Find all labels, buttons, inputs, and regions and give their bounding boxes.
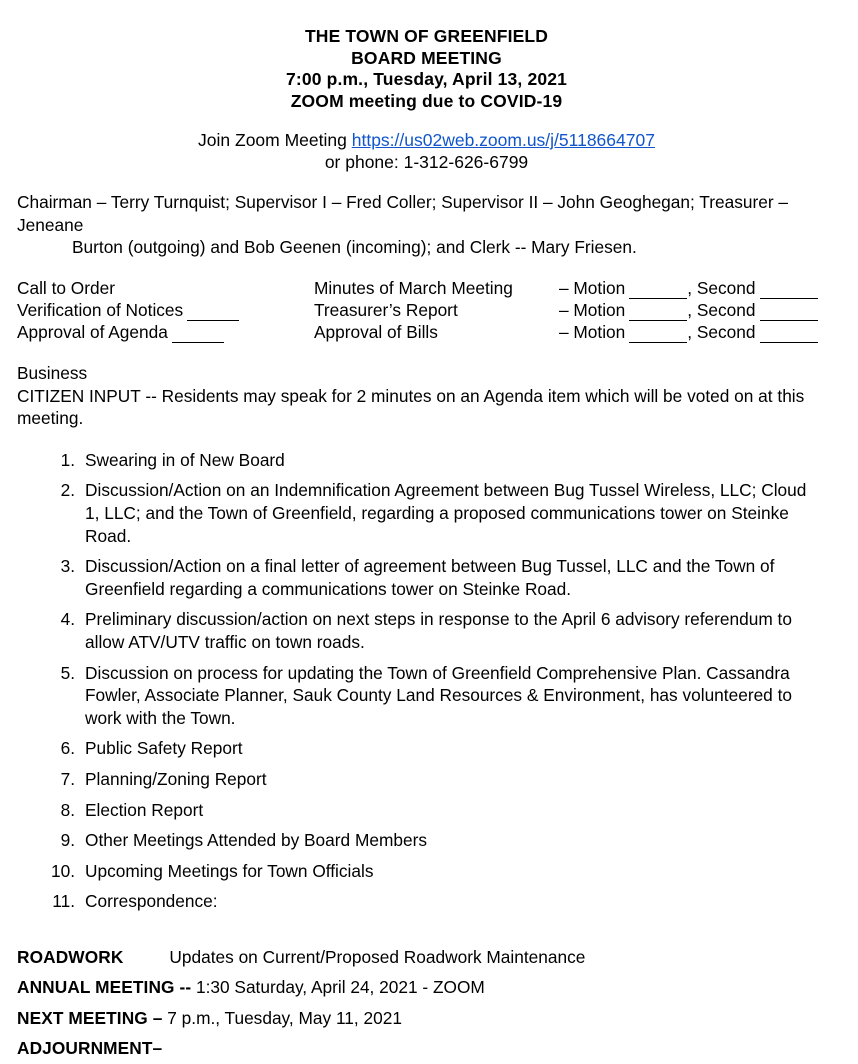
adjournment-label: ADJOURNMENT– (17, 1038, 163, 1059)
agenda-left-approval-of-agenda (17, 321, 314, 343)
agenda-mid-approval-of-bills (314, 321, 559, 343)
list-item-number: 6. (60, 738, 75, 759)
officials-line-2: Burton (outgoing) and Bob Geenen (incoming); and Clerk -- Mary Friesen. (72, 237, 637, 257)
agenda-mid-minutes (314, 277, 559, 299)
agenda-left-label: Approval of Agenda (17, 322, 168, 343)
list-item-text: Planning/Zoning Report (85, 769, 267, 790)
list-item-text: Correspondence: (85, 891, 218, 912)
annual-meeting-label: ANNUAL MEETING -- (17, 977, 192, 998)
agenda-grid-row (17, 277, 836, 299)
second-label: , Second (687, 299, 756, 320)
second-blank-field[interactable] (760, 326, 818, 343)
list-item-number: 2. (60, 480, 75, 501)
list-item-number: 7. (60, 769, 75, 790)
footer-row-roadwork (17, 942, 836, 973)
header-line-covid-note: ZOOM meeting due to COVID-19 (290, 90, 563, 111)
list-item-text: Election Report (85, 799, 204, 820)
list-item-number: 5. (60, 662, 75, 683)
list-item (17, 737, 836, 760)
agenda-procedural-grid (17, 277, 836, 344)
footer-row-annual-meeting (17, 972, 836, 1003)
agenda-mid-label: Minutes of March Meeting (314, 277, 513, 298)
business-heading: Business (17, 363, 88, 384)
list-item-number: 4. (60, 609, 75, 630)
list-item-text: Other Meetings Attended by Board Members (85, 830, 427, 851)
list-item-text: Discussion on process for updating the Town of Greenfield Comprehensive Plan. Cassandra Fowler, Associate Planner, Sauk County Land Resources & Environment, has volunteered to work with the Town. (85, 662, 793, 728)
second-blank-field[interactable] (760, 281, 818, 298)
second-label: , Second (687, 277, 756, 298)
list-item-number: 10. (50, 860, 75, 881)
join-phone-line: or phone: 1-312-626-6799 (324, 152, 529, 172)
list-item-text: Preliminary discussion/action on next steps in response to the April 6 advisory referendum to allow ATV/UTV traffic on town roads. (85, 609, 792, 653)
list-item (17, 449, 836, 472)
motion-blank-field[interactable] (629, 304, 687, 321)
agenda-motion-cell (559, 299, 836, 321)
join-meeting-line (17, 129, 836, 151)
list-item-number: 8. (60, 799, 75, 820)
verification-blank-field[interactable] (187, 304, 239, 321)
agenda-items-list (17, 449, 836, 913)
document-footer (17, 942, 836, 1064)
next-meeting-label: NEXT MEETING – (17, 1007, 163, 1028)
citizen-input-paragraph: CITIZEN INPUT -- Residents may speak for 2 minutes on an Agenda item which will be voted on at this meeting. (17, 385, 805, 429)
header-line-datetime: 7:00 p.m., Tuesday, April 13, 2021 (285, 69, 567, 89)
list-item (17, 829, 836, 852)
motion-label: – Motion (559, 299, 626, 320)
approval-agenda-blank-field[interactable] (172, 326, 224, 343)
join-meeting-block (17, 129, 836, 173)
list-item-text: Upcoming Meetings for Town Officials (85, 860, 374, 881)
list-item-text: Discussion/Action on a final letter of agreement between Bug Tussel, LLC and the Town of Greenfield regarding a communications tower on Steinke Road. (85, 556, 775, 599)
agenda-mid-treasurers-report (314, 299, 559, 321)
list-item-number: 9. (60, 830, 75, 851)
header-line-town: THE TOWN OF GREENFIELD (304, 26, 549, 46)
zoom-meeting-link[interactable]: https://us02web.zoom.us/j/5118664707 (351, 130, 655, 150)
list-item (17, 662, 836, 730)
agenda-motion-cell (559, 321, 836, 343)
second-blank-field[interactable] (760, 304, 818, 321)
footer-row-next-meeting (17, 1003, 836, 1034)
list-item (17, 608, 836, 653)
agenda-mid-label: Treasurer’s Report (314, 299, 458, 320)
list-item-number: 3. (60, 556, 75, 577)
agenda-left-verification-of-notices (17, 299, 314, 321)
roadwork-label: ROADWORK (17, 946, 124, 967)
officials-line-1: Chairman – Terry Turnquist; Supervisor I – Fred Coller; Supervisor II – John Geoghegan; Treasurer – Jeneane (17, 192, 788, 235)
motion-blank-field[interactable] (629, 326, 687, 343)
agenda-mid-label: Approval of Bills (314, 322, 438, 343)
footer-row-adjournment (17, 1033, 836, 1064)
list-item (17, 479, 836, 547)
document-header (17, 26, 836, 112)
agenda-grid-row (17, 321, 836, 343)
list-item-text: Public Safety Report (85, 738, 243, 759)
list-item-text: Discussion/Action on an Indemnification Agreement between Bug Tussel Wireless, LLC; Cloud 1, LLC; and the Town of Greenfield, regarding a proposed communications tower on Steinke Road. (85, 480, 807, 546)
motion-label: – Motion (559, 322, 626, 343)
second-label: , Second (687, 322, 756, 343)
agenda-left-label: Verification of Notices (17, 299, 184, 320)
agenda-grid-row (17, 299, 836, 321)
list-item (17, 799, 836, 822)
next-meeting-value: 7 p.m., Tuesday, May 11, 2021 (162, 1007, 402, 1028)
list-item (17, 555, 836, 600)
list-item-text: Swearing in of New Board (85, 449, 285, 470)
annual-meeting-value: 1:30 Saturday, April 24, 2021 - ZOOM (191, 977, 485, 998)
motion-blank-field[interactable] (629, 281, 687, 298)
list-item (17, 860, 836, 883)
list-item-number: 11. (52, 891, 75, 912)
agenda-motion-cell (559, 277, 836, 299)
roadwork-value: Updates on Current/Proposed Roadwork Maintenance (169, 946, 586, 967)
list-item-number: 1. (60, 449, 75, 470)
agenda-left-call-to-order (17, 277, 314, 299)
officials-paragraph (17, 191, 836, 259)
agenda-left-label: Call to Order (17, 277, 115, 298)
motion-label: – Motion (559, 277, 626, 298)
list-item (17, 768, 836, 791)
list-item (17, 890, 836, 913)
business-section (17, 362, 836, 430)
join-meeting-label: Join Zoom Meeting (198, 130, 352, 150)
header-line-meeting-type: BOARD MEETING (351, 47, 502, 68)
